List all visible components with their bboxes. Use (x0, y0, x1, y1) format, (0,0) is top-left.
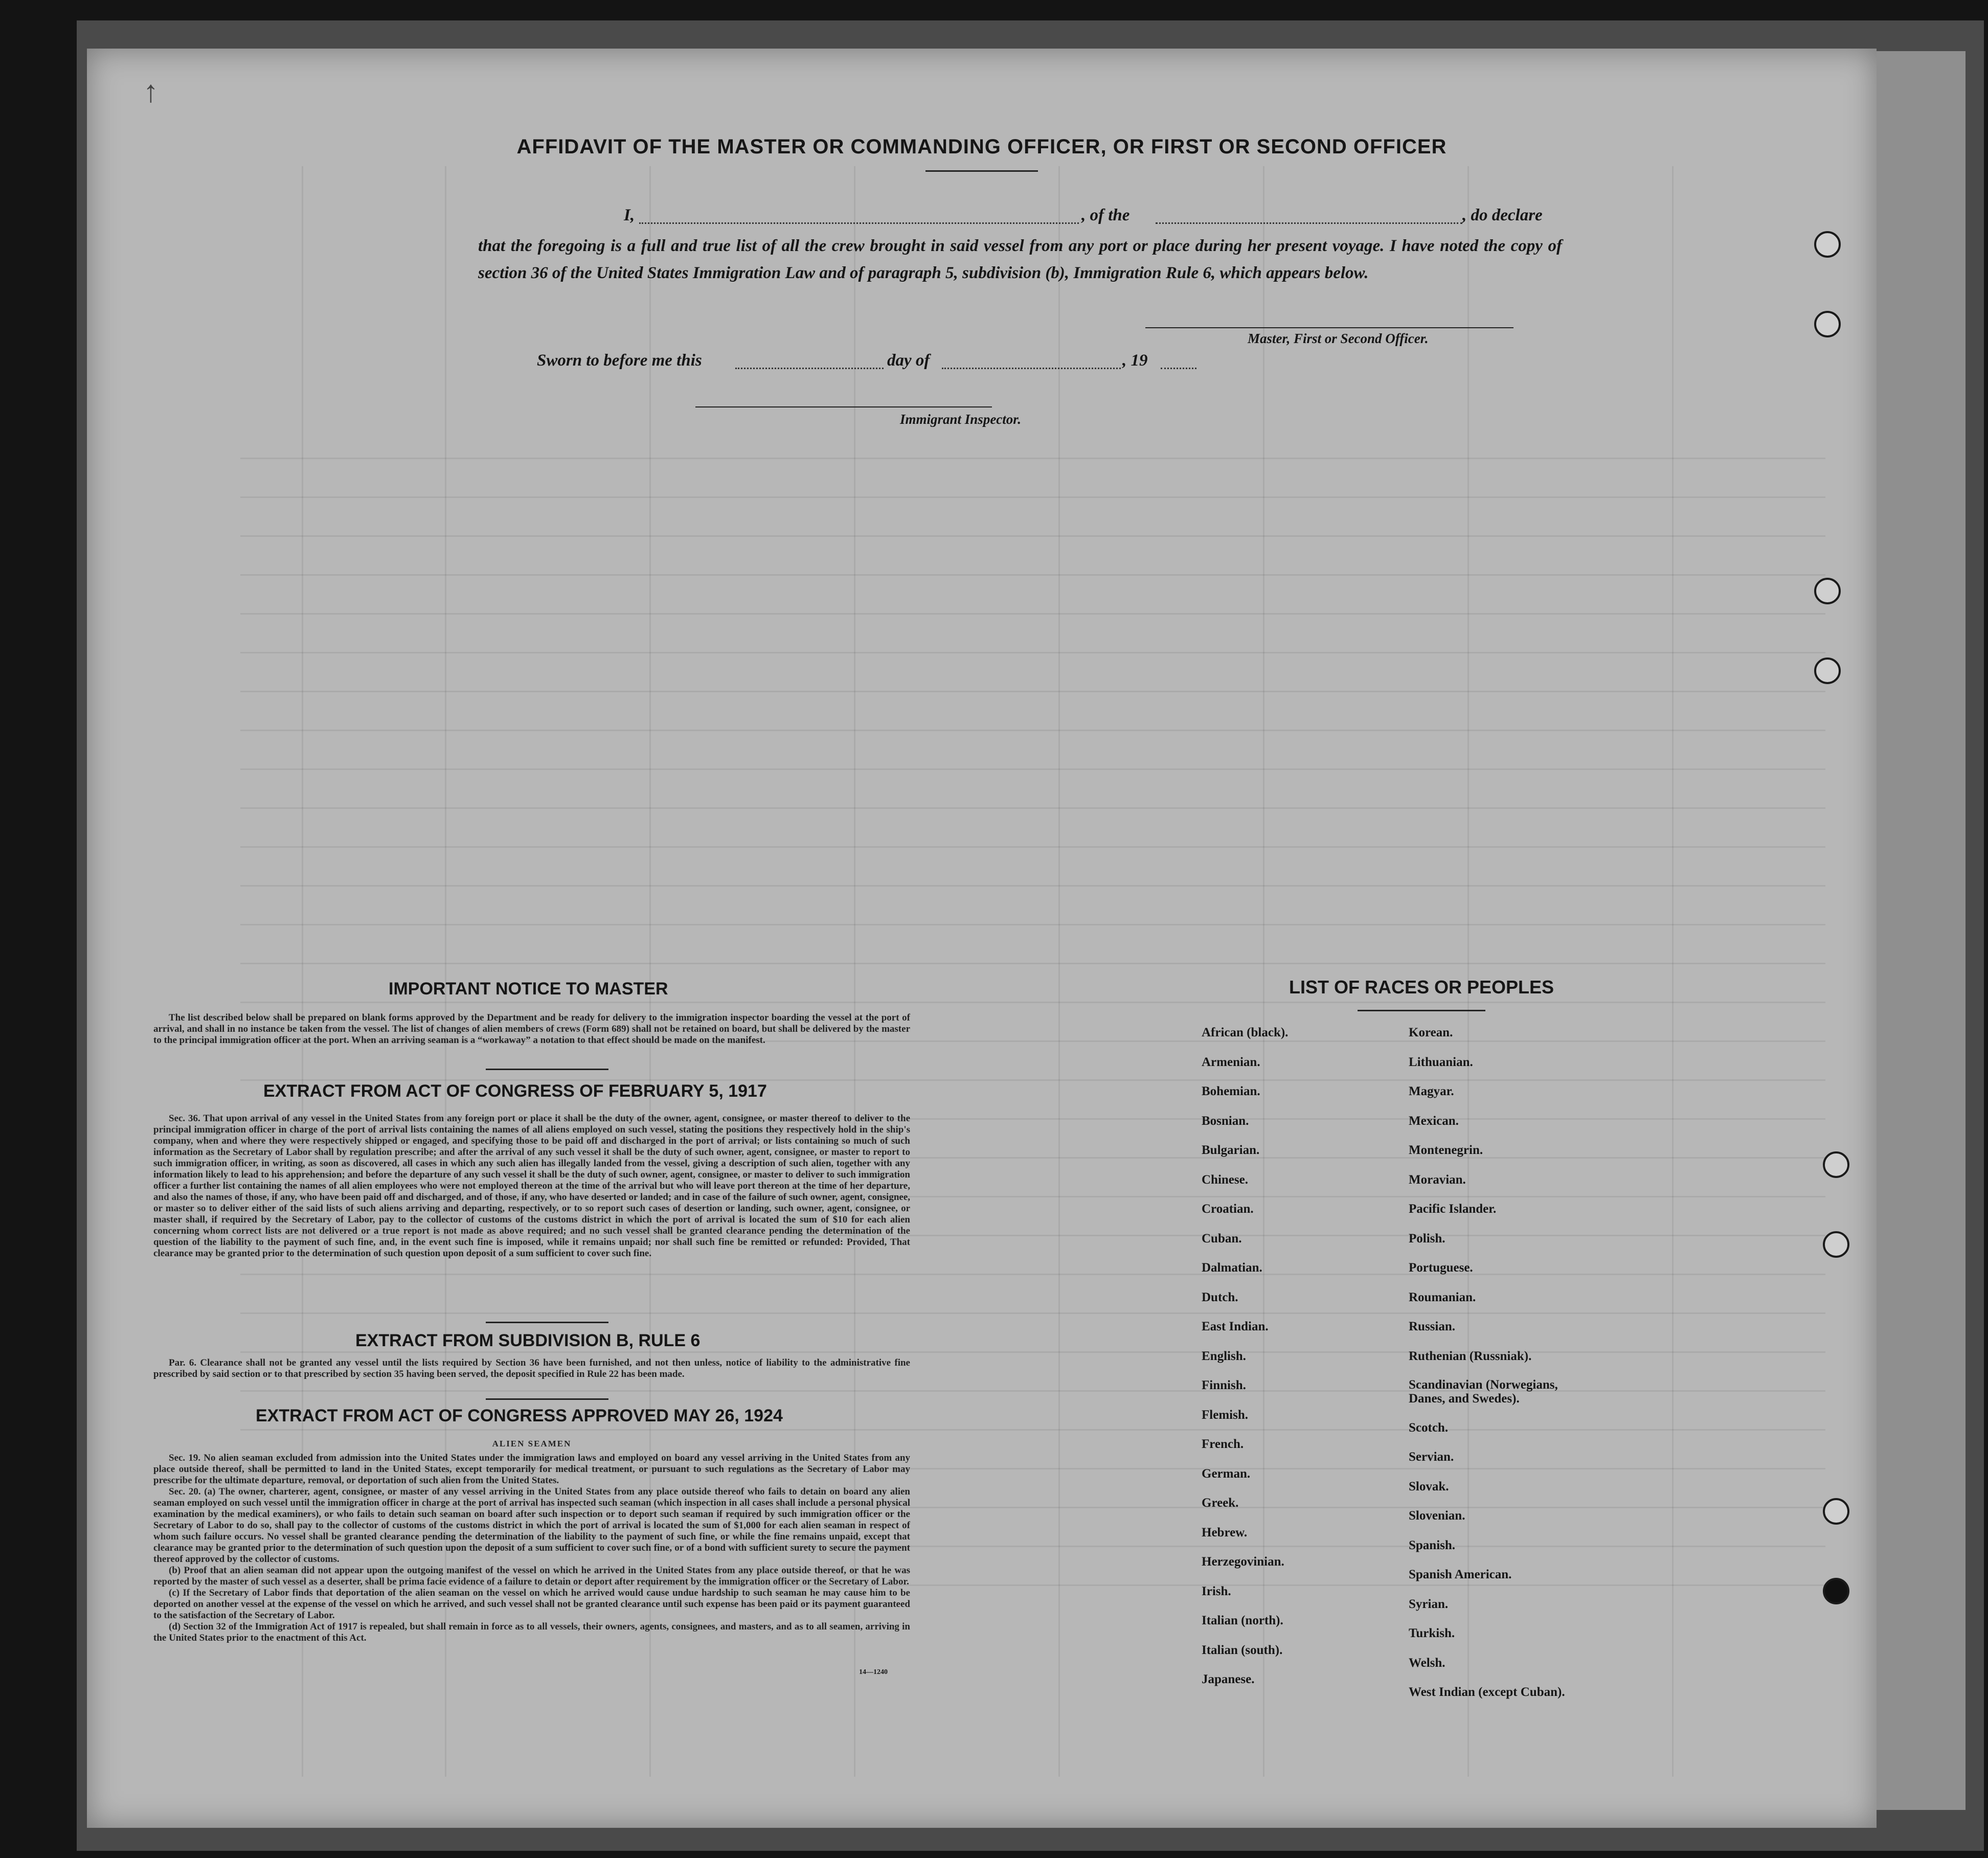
race-item: German. (1202, 1466, 1251, 1481)
ghost-row-line (240, 709, 1825, 731)
ghost-row-line (240, 787, 1825, 809)
year-prefix: , 19 (1122, 351, 1148, 370)
manifest-back-page (87, 49, 1877, 1828)
race-item: Welsh. (1409, 1656, 1445, 1670)
race-item: Croatian. (1202, 1202, 1254, 1216)
race-item: Russian. (1409, 1320, 1456, 1333)
race-item: Mexican. (1409, 1114, 1459, 1128)
inspector-signature-line[interactable] (695, 406, 992, 407)
sworn-year-line[interactable] (1161, 368, 1196, 369)
race-item: Greek. (1202, 1496, 1239, 1510)
race-item: Japanese. (1202, 1672, 1255, 1686)
notice-rule (486, 1069, 608, 1070)
rule-6-rule (486, 1398, 608, 1400)
act-1917-paragraph: Sec. 36. That upon arrival of any vessel in the United States from any foreign port or place it shall be the duty of the owner, agent, consignee, or master thereof to deliver to the principal immigration officer in charge of the port of arrival lists containing the names of all aliens employed on such vessel, stating the positions they respectively hold in the ship's company, when and where they were respectively shipped or engaged, and specifying those to be paid off and discharged in the port of arrival; or lists containing so much of such information as the Secretary of Labor shall by regulation prescribe; and after the arrival of any such vessel it shall be the duty of such owner, agent, consignee, or master to report to such immigration officer, in writing, as soon as discovered, all cases in which any such alien has illegally landed from the vessel, giving a description of such alien, together with any information likely to lead to his apprehension; and before the departure of any such vessel it shall be the duty of such owner, agent, consignee, or master to deliver to such immigration officer a further list containing the names of all alien employees who were not employed thereon at the time of the arrival but who will leave port thereon at the time of her departure, and also the names of those, if any, who have been paid off and discharged, and of those, if any, who have deserted or landed; and in case of the failure of such owner, agent, consignee, or master so to deliver either of the said lists of such aliens arriving and departing, respectively, or to so report such cases of desertion or landing, such owner, agent, consignee, or master shall, if required by the Secretary of Labor, pay to the collector of customs of the customs district in which the port of arrival is located the sum of $10 for each alien concerning whom correct lists are not delivered or a true report is not made as above required; and no such vessel shall be granted clearance pending the determination of the question of the liability to the payment of such fine, and, in the event such fine is imposed, while it remains unpaid; nor shall such fine be remitted or refunded: Provided, That clearance may be granted prior to the determination of such question upon deposit of a sum sufficient to cover such fine. (153, 1113, 910, 1259)
race-item: Lithuanian. (1409, 1055, 1473, 1069)
race-item: Slovak. (1409, 1479, 1449, 1493)
race-item: Dalmatian. (1202, 1261, 1262, 1275)
race-item: Bosnian. (1202, 1114, 1249, 1128)
ghost-row-line (240, 826, 1825, 848)
race-item: English. (1202, 1349, 1246, 1363)
race-item: Servian. (1409, 1450, 1454, 1464)
race-item: Chinese. (1202, 1172, 1248, 1187)
race-item: Hebrew. (1202, 1525, 1248, 1539)
race-item: Moravian. (1409, 1172, 1466, 1187)
ghost-row-line (240, 1292, 1825, 1314)
title-rule (925, 170, 1038, 172)
act-1917-rule (486, 1322, 608, 1323)
race-item: Flemish. (1202, 1408, 1248, 1422)
inspector-caption: Immigrant Inspector. (900, 412, 1022, 427)
race-item: Syrian. (1409, 1597, 1449, 1611)
race-item: Portuguese. (1409, 1261, 1473, 1275)
race-item: Italian (north). (1202, 1614, 1283, 1627)
rule-6-title: EXTRACT FROM SUBDIVISION B, RULE 6 (355, 1331, 701, 1350)
binder-hole (1823, 1231, 1849, 1258)
ghost-row-line (240, 670, 1825, 692)
race-item: Scandinavian (Norwegians, Danes, and Swedes). (1409, 1378, 1558, 1406)
rule-6-paragraph: Par. 6. Clearance shall not be granted any vessel until the lists required by Section 36 have been furnished, and not then unless, notice of liability to the administrative fine prescribed by said section or to that prescribed by section 35 having been served, the deposit specified in Rule 22 has been made. (153, 1357, 910, 1379)
race-item: Montenegrin. (1409, 1143, 1483, 1157)
act-1917-title: EXTRACT FROM ACT OF CONGRESS OF FEBRUARY 5, 1917 (263, 1081, 767, 1101)
master-signature-line[interactable] (1145, 327, 1513, 328)
race-item: Turkish. (1409, 1626, 1455, 1640)
race-item: Polish. (1409, 1231, 1445, 1245)
binder-hole (1814, 578, 1841, 604)
race-item: Italian (south). (1202, 1643, 1283, 1657)
sec-20a-paragraph: Sec. 20. (a) The owner, charterer, agent, consignee, or master of any vessel arriving in the United States from any place outside thereof who fails to detain on board any alien seaman employed on such vessel until the immigration officer in charge at the port of arrival has inspected such seaman (which inspection in all cases shall include a personal physical examination by the medical examiners), or who fails to detain such seaman on board after such inspection or to deport such seaman if required by such immigration officer or the Secretary of Labor to do so, shall pay to the collector of customs of the customs district in which the port of arrival is located the sum of $1,000 for each alien seaman in respect of whom such failure occurs. No vessel shall be granted clearance pending the determination of the liability to the payment of such fine, or while the fine remains unpaid, except that clearance may be granted prior to the determination of such question upon the deposit of a sum sufficient to cover such fine, or of a bond with sufficient surety to secure the payment thereof approved by the collector of customs. (153, 1486, 910, 1565)
ghost-row-line (240, 903, 1825, 925)
race-item: Spanish American. (1409, 1568, 1512, 1581)
binder-hole (1823, 1151, 1849, 1178)
ghost-column-line (1467, 166, 1469, 1777)
ghost-row-line (240, 748, 1825, 770)
race-item: Bulgarian. (1202, 1143, 1260, 1157)
sec-20d-paragraph: (d) Section 32 of the Immigration Act of 1917 is repealed, but shall remain in force as to all vessels, their owners, agents, consignees, and masters, and as to all seamen, arriving in the United States prior to the enactment of this Act. (153, 1621, 910, 1643)
notice-text (153, 1012, 910, 1046)
race-item: West Indian (except Cuban). (1409, 1685, 1565, 1699)
ghost-row-line (240, 554, 1825, 576)
declarant-label: I, (624, 206, 635, 224)
declarant-name-line[interactable] (639, 222, 1079, 224)
act-1924-text (153, 1435, 910, 1644)
race-item: Magyar. (1409, 1084, 1454, 1098)
race-item: Spanish. (1409, 1538, 1456, 1552)
ghost-row-line (240, 942, 1825, 964)
race-item: Roumanian. (1409, 1290, 1476, 1304)
binder-hole (1823, 1578, 1849, 1604)
affidavit-title: AFFIDAVIT OF THE MASTER OR COMMANDING OFFICER, OR FIRST OR SECOND OFFICER (516, 135, 1447, 158)
ghost-row-line (240, 631, 1825, 653)
race-item: Cuban. (1202, 1231, 1242, 1245)
race-item: East Indian. (1202, 1320, 1269, 1333)
notice-paragraph: The list described below shall be prepared on blank forms approved by the Department and be ready for delivery to the immigration inspector boarding the vessel at the port of arrival, and shall in no instance be taken from the vessel. The list of changes of alien members of crews (Form 689) shall not be retained on board, but shall be delivered by the master to the principal immigration officer at the port. When an arriving seaman is a “workaway” a notation to that effect should be made on the manifest. (153, 1012, 910, 1046)
ghost-row-line (240, 437, 1825, 459)
race-item: Irish. (1202, 1584, 1231, 1598)
of-the-label: , of the (1081, 206, 1130, 224)
declaration-text: that the foregoing is a full and true list of all the crew brought in said vessel from any port or place during her present voyage. I have noted the copy of section 36 of the United States Immigration Law and of paragraph 5, subdivision (b), Immigration Rule 6, which appears below. (478, 237, 1562, 282)
do-declare-label: , do declare (1462, 206, 1543, 224)
corner-pencil-mark: ↑ (143, 75, 159, 108)
binder-hole (1823, 1498, 1849, 1525)
ghost-row-line (240, 515, 1825, 537)
ghost-row-line (240, 1059, 1825, 1081)
race-item: Slovenian. (1409, 1509, 1465, 1523)
races-title: LIST OF RACES OR PEOPLES (1289, 977, 1554, 998)
race-item: Armenian. (1202, 1055, 1260, 1069)
race-item: Korean. (1409, 1026, 1453, 1039)
sworn-day-line[interactable] (735, 368, 884, 369)
notice-title: IMPORTANT NOTICE TO MASTER (389, 979, 668, 999)
binder-hole (1814, 311, 1841, 337)
master-signature-caption: Master, First or Second Officer. (1248, 331, 1429, 346)
sec-20b-paragraph: (b) Proof that an alien seaman did not appear upon the outgoing manifest of the vessel on which he arrived in the United States from any place outside thereof, or that he was reported by the master of such vessel as a deserter, shall be prima facie evidence of a failure to detain or deport after requirement by the immigration officer or the Secretary of Labor. (153, 1565, 910, 1587)
vessel-name-line[interactable] (1156, 222, 1462, 224)
race-item: Herzegovinian. (1202, 1555, 1284, 1569)
races-rule (1358, 1010, 1485, 1011)
ghost-column-line (1672, 166, 1674, 1777)
sec-20c-paragraph: (c) If the Secretary of Labor finds that deportation of the alien seaman on the vessel on which he arrived would cause undue hardship to such seaman he may cause him to be deported on another vessel at the expense of the vessel on which he arrived, and such vessel shall not be granted clearance until such expense has been paid or its payment guaranteed to the satisfaction of the Secretary of Labor. (153, 1588, 910, 1621)
race-item: Bohemian. (1202, 1084, 1260, 1098)
sec-19-paragraph: Sec. 19. No alien seaman excluded from admission into the United States under the immigration laws and employed on board any vessel arriving in the United States from any place outside thereof, shall be permitted to land in the United States, except temporarily for medical treatment, or pursuant to such regulations as the Secretary of Labor may prescribe for the ultimate departure, removal, or deportation of such alien from the United States. (153, 1453, 910, 1486)
race-item: Ruthenian (Russniak). (1409, 1349, 1532, 1363)
ghost-row-line (240, 593, 1825, 615)
race-item: Scotch. (1409, 1420, 1449, 1435)
ghost-column-line (1058, 166, 1060, 1777)
race-item: Pacific Islander. (1409, 1202, 1497, 1216)
day-of-label: day of (887, 351, 930, 370)
sworn-month-line[interactable] (942, 368, 1121, 369)
race-item: Finnish. (1202, 1378, 1246, 1392)
race-item: French. (1202, 1437, 1244, 1451)
ghost-column-line (1263, 166, 1264, 1777)
race-item: Dutch. (1202, 1290, 1238, 1304)
binder-hole (1814, 658, 1841, 684)
alien-seamen-subtitle: ALIEN SEAMEN (492, 1439, 572, 1448)
ghost-row-line (240, 865, 1825, 887)
act-1917-text (153, 1113, 910, 1259)
ghost-row-line (240, 476, 1825, 498)
race-item: African (black). (1202, 1026, 1289, 1039)
act-1924-title: EXTRACT FROM ACT OF CONGRESS APPROVED MAY 26, 1924 (256, 1406, 783, 1425)
sworn-label: Sworn to before me this (537, 351, 702, 370)
binder-hole (1814, 231, 1841, 258)
form-number: 14—1240 (859, 1668, 888, 1676)
rule-6-text (153, 1357, 910, 1380)
